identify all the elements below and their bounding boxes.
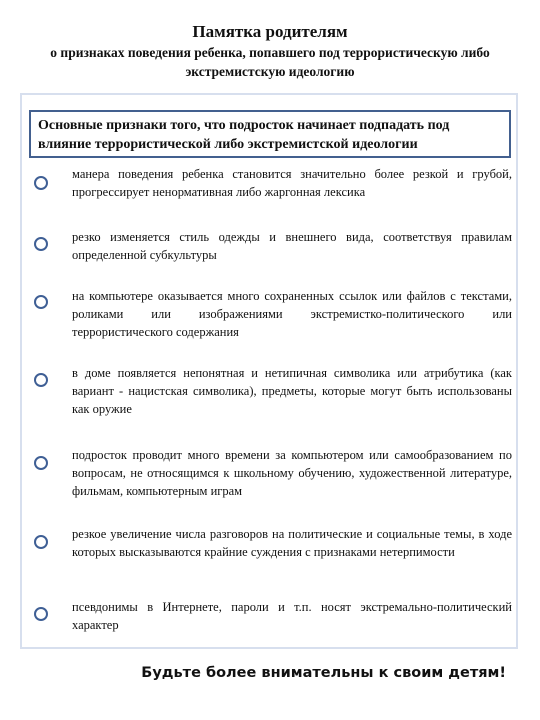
list-item-text: резко изменяется стиль одежды и внешнего вида, соответствуя правилам определенной субкультуры xyxy=(72,230,512,262)
circle-bullet-icon xyxy=(34,176,48,190)
list-item-text: манера поведения ребенка становится значительно более резкой и грубой, прогрессирует ненормативная либо жаргонная лексика xyxy=(72,167,512,199)
circle-bullet-icon xyxy=(34,373,48,387)
section-header: Основные признаки того, что подросток начинает подпадать под влияние террористической либо экстремистской идеологии xyxy=(29,110,511,158)
circle-bullet-icon xyxy=(34,535,48,549)
circle-bullet-icon xyxy=(34,295,48,309)
list-item-text: на компьютере оказывается много сохраненных ссылок или файлов с текстами, роликами или изображениями экстремистко-политического или террористического содержания xyxy=(72,289,512,339)
list-item-text: резкое увеличение числа разговоров на политические и социальные темы, в ходе которых высказываются крайние суждения с признаками нетерпимости xyxy=(72,527,512,559)
list-item-text: псевдонимы в Интернете, пароли и т.п. носят экстремально-политический характер xyxy=(72,600,512,632)
footer-note: Будьте более внимательны к своим детям! xyxy=(141,665,506,681)
circle-bullet-icon xyxy=(34,456,48,470)
circle-bullet-icon xyxy=(34,237,48,251)
list-item-text: в доме появляется непонятная и нетипичная символика или атрибутика (как вариант - нацистская символика), предметы, которые могут быть использованы как оружие xyxy=(72,366,512,416)
page-subtitle: о признаках поведения ребенка, попавшего под террористическую либо экстремистскую идеологию xyxy=(50,45,490,79)
circle-bullet-icon xyxy=(34,607,48,621)
page-title: Памятка родителям xyxy=(192,22,348,41)
list-item-text: подросток проводит много времени за компьютером или самообразованием по вопросам, не относящимся к школьному обучению, художественной литературе, фильмам, компьютерным играм xyxy=(72,448,512,498)
